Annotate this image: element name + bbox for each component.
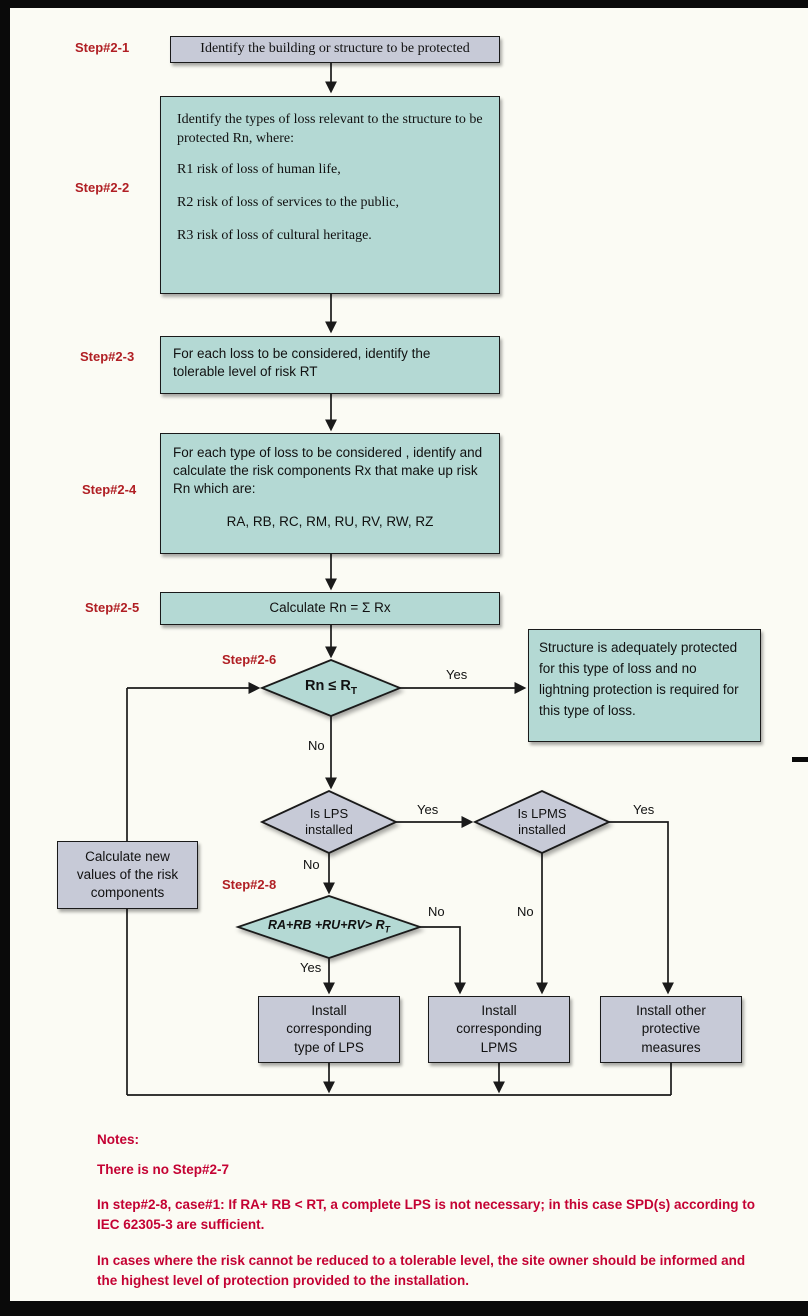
edge-label-yes-d1: Yes xyxy=(446,667,468,682)
node-risk-components xyxy=(160,433,500,554)
decision-is-lps-label: Is LPS installed xyxy=(305,805,353,837)
risk-components-text: For each type of loss to be considered , identify and calculate the risk components Rx that make up risk Rn which are: xyxy=(173,445,483,497)
node-types-of-loss xyxy=(160,96,500,294)
node-install-lps: Install corresponding type of LPS xyxy=(258,996,400,1063)
arrow-lpms-yes xyxy=(609,822,668,992)
edge-label-no-d28: No xyxy=(428,904,445,919)
note-case1: In step#2-8, case#1: If RA+ RB < RT, a complete LPS is not necessary; in this case SPD(s) according to IEC 62305-3 are sufficient. xyxy=(97,1196,755,1232)
risk-components-list: RA, RB, RC, RM, RU, RV, RW, RZ xyxy=(226,513,434,529)
decision-ra-rb-ru-rv-label: $RA+RB +RU+RV> R_T$ xyxy=(267,918,391,935)
node-calc-new-values: Calculate new values of the risk components xyxy=(57,841,198,909)
step-label-2-2: Step#2-2 xyxy=(75,180,130,195)
types-of-loss-r1: R1 risk of loss of human life, xyxy=(177,161,341,177)
arrow-d28-no xyxy=(420,927,460,992)
note-tolerable-level: In cases where the risk cannot be reduced to a tolerable level, the site owner should be informed and the highest level of protection provided to the installation. xyxy=(97,1253,746,1289)
edge-label-yes-d28: Yes xyxy=(300,960,322,975)
note-no-step-2-7: There is no Step#2-7 xyxy=(97,1162,230,1178)
types-of-loss-intro: Identify the types of loss relevant to the structure to be protected Rn, where: xyxy=(177,112,483,146)
types-of-loss-r3: R3 risk of loss of cultural heritage. xyxy=(177,227,372,243)
node-install-other: Install other protective measures xyxy=(600,996,742,1063)
decision-rn-le-rt-label: $Rn \le R_T$ xyxy=(304,678,357,698)
notes-section xyxy=(97,1130,765,1302)
edge-label-no-lpms: No xyxy=(517,904,534,919)
node-tolerable-risk: For each loss to be considered, identify the tolerable level of risk RT xyxy=(160,336,500,394)
step-label-2-3: Step#2-3 xyxy=(80,349,135,364)
node-identify-structure: Identify the building or structure to be protected xyxy=(170,36,500,63)
step-label-2-4: Step#2-4 xyxy=(82,482,137,497)
types-of-loss-r2: R2 risk of loss of services to the public, xyxy=(177,194,400,210)
edge-label-yes-lps: Yes xyxy=(417,802,439,817)
edge-label-no-d1: No xyxy=(308,738,325,753)
step-label-2-1: Step#2-1 xyxy=(75,40,130,55)
node-adequately-protected: Structure is adequately protected for this type of loss and no lightning protection is required for this type of loss. xyxy=(528,629,761,742)
decision-is-lpms-label: Is LPMS installed xyxy=(517,805,567,837)
step-label-2-5: Step#2-5 xyxy=(85,600,140,615)
edge-label-no-lps: No xyxy=(303,857,320,872)
notes-title: Notes: xyxy=(97,1132,140,1147)
step-label-2-8: Step#2-8 xyxy=(222,877,277,892)
edge-label-yes-lpms: Yes xyxy=(633,802,655,817)
node-calculate-rn: Calculate Rn = Σ Rx xyxy=(160,592,500,625)
node-install-lpms: Install corresponding LPMS xyxy=(428,996,570,1063)
step-label-2-6: Step#2-6 xyxy=(222,652,277,667)
